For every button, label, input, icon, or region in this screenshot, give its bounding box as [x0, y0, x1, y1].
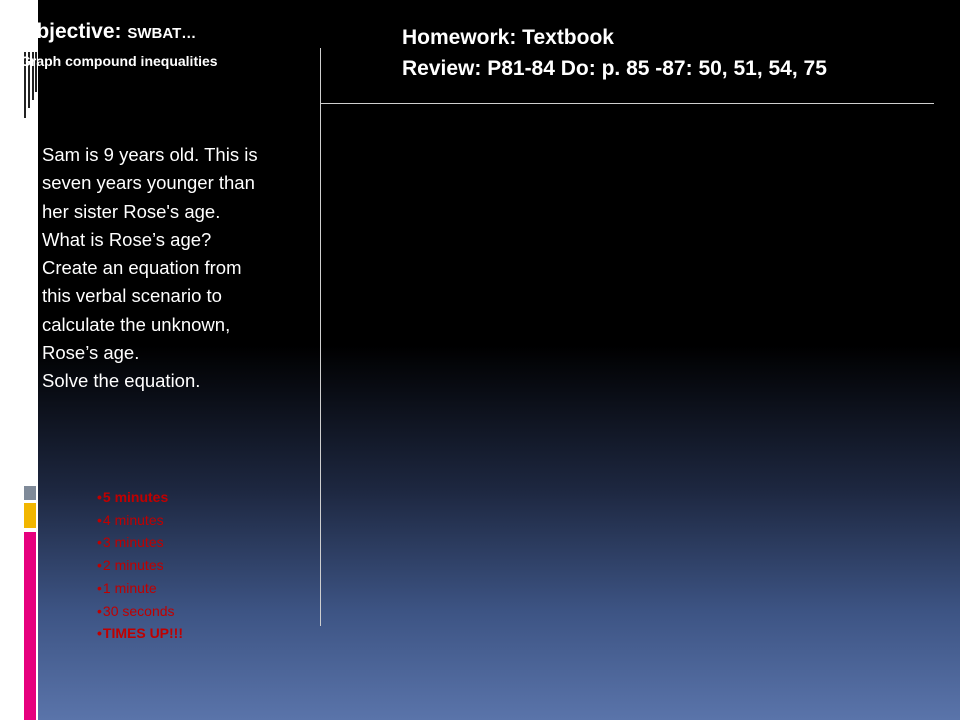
timer-item: • 3 minutes [97, 531, 183, 554]
problem-line: Rose’s age. [42, 342, 140, 364]
problem-line: Sam is 9 years old. This is [42, 144, 258, 165]
timer-item: • 30 seconds [97, 600, 183, 623]
accent-bar-gray [24, 486, 36, 500]
problem-line: Create an equation from [42, 257, 242, 279]
timer-item: • 2 minutes [97, 554, 183, 577]
timer-item: • 1 minute [97, 577, 183, 600]
word-problem [42, 141, 332, 396]
timer-item: • 5 minutes [97, 486, 183, 509]
homework-block [402, 22, 827, 84]
header-divider [320, 103, 934, 104]
accent-bar-pink [24, 532, 36, 720]
problem-line: Solve the equation. [42, 370, 201, 392]
objective-text: Graph compound inequalities [20, 53, 218, 69]
problem-line: calculate the unknown, [42, 313, 231, 335]
homework-line-1: Homework: Textbook [402, 26, 614, 49]
problem-line: this verbal scenario to [42, 285, 222, 307]
problem-line: What is Rose’s age? [42, 228, 212, 250]
objective-swbat: SWBAT… [127, 25, 197, 42]
problem-line: her sister Rose's age. [42, 200, 221, 222]
objective-heading [20, 20, 196, 44]
homework-line-2: Review: P81-84 Do: p. 85 -87: 50, 51, 54, 75 [402, 57, 827, 80]
accent-bar-yellow [24, 503, 36, 528]
timer-item: • TIMES UP!!! [97, 622, 183, 645]
timer-item: • 4 minutes [97, 509, 183, 532]
problem-line: seven years younger than [42, 172, 255, 194]
objective-label: Objective: [20, 20, 122, 43]
timer-list [97, 486, 183, 645]
